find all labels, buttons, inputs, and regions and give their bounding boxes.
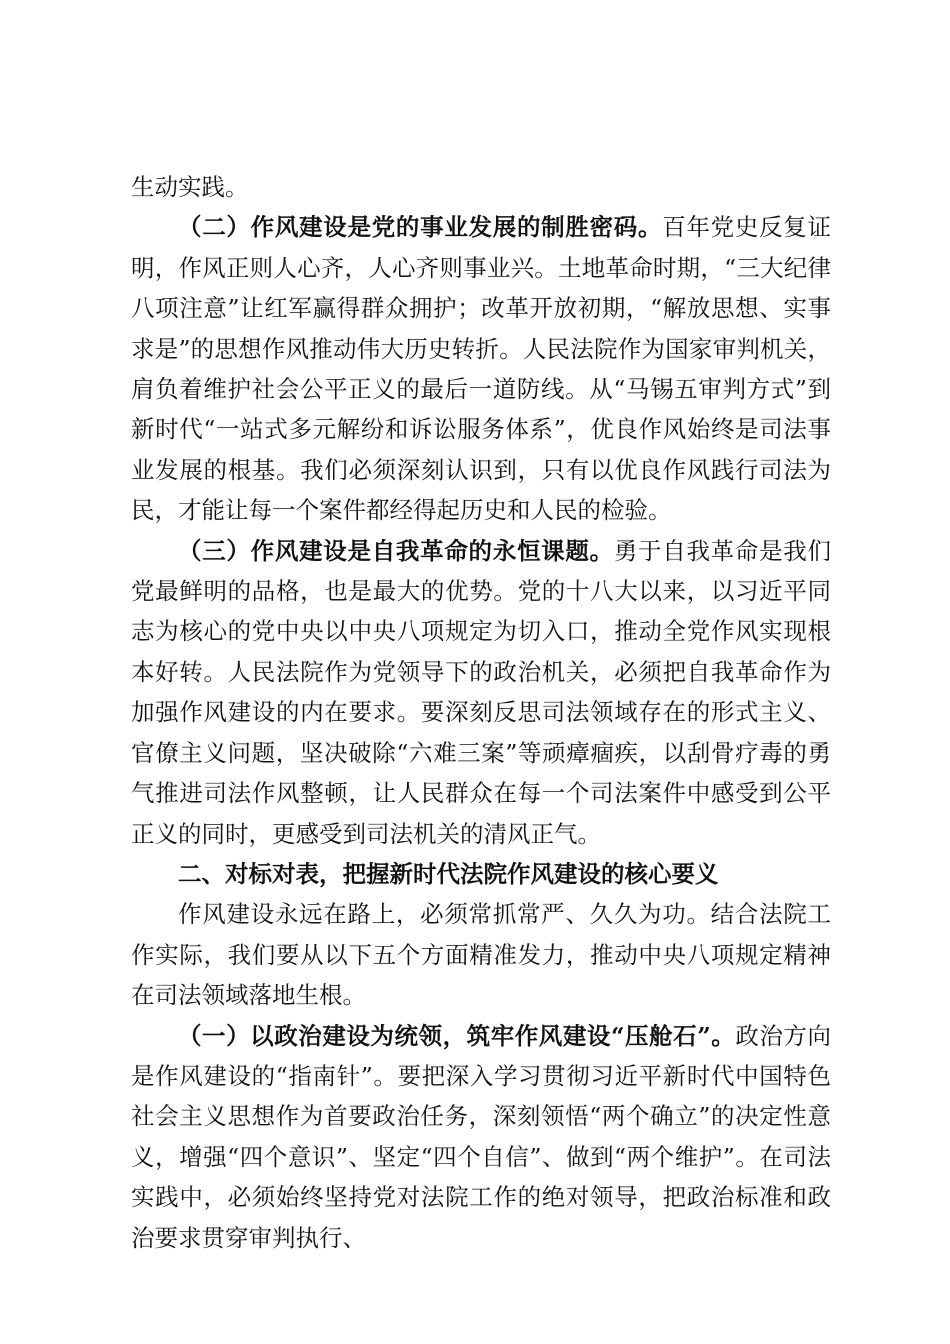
paragraph-continuation xyxy=(131,167,831,207)
paragraph-section-1-3 xyxy=(131,531,831,854)
paragraph-section-2-intro xyxy=(131,894,831,1015)
section-heading-2: 二、对标对表，把握新时代法院作风建设的核心要义 xyxy=(178,859,719,888)
paragraph-lead-heading: （三）作风建设是自我革命的永恒课题。 xyxy=(178,536,614,565)
document-body xyxy=(131,167,831,1258)
paragraph-text: 生动实践。 xyxy=(131,173,249,201)
paragraph-lead-heading: （一）以政治建设为统领，筑牢作风建设“压舱石”。 xyxy=(178,1021,736,1050)
paragraph-text: 百年党史反复证明，作风正则人心齐，人心齐则事业兴。土地革命时期，“三大纪律八项注意”让红军赢得群众拥护；改革开放初期，“解放思想、实事求是”的思想作风推动伟大历史转折。人民法院作为国家审判机关，肩负着维护社会公平正义的最后一道防线。从“马锡五审判方式”到新时代“一站式多元解纷和诉讼服务体系”，优良作风始终是司法事业发展的根基。我们必须深刻认识到，只有以优良作风践行司法为民，才能让每一个案件都经得起历史和人民的检验。 xyxy=(131,213,832,525)
paragraph-lead-heading: （二）作风建设是党的事业发展的制胜密码。 xyxy=(178,213,663,242)
paragraph-section-1-2 xyxy=(131,207,831,530)
paragraph-section-2-1 xyxy=(131,1016,831,1258)
paragraph-text: 政治方向是作风建设的“指南针”。要把深入学习贯彻习近平新时代中国特色社会主义思想作为首要政治任务，深刻领悟“两个确立”的决定性意义，增强“四个意识”、坚定“四个自信”、做到“两个维护”。在司法实践中，必须始终坚持党对法院工作的绝对领导，把政治标准和政治要求贯穿审判执行、 xyxy=(131,1021,831,1252)
paragraph-text: 作风建设永远在路上，必须常抓常严、久久为功。结合法院工作实际，我们要从以下五个方面精准发力，推动中央八项规定精神在司法领域落地生根。 xyxy=(131,900,831,1010)
paragraph-text: 勇于自我革命是我们党最鲜明的品格，也是最大的优势。党的十八大以来，以习近平同志为核心的党中央以中央八项规定为切入口，推动全党作风实现根本好转。人民法院作为党领导下的政治机关，必须把自我革命作为加强作风建设的内在要求。要深刻反思司法领域存在的形式主义、官僚主义问题，坚决破除“六难三案”等顽瘴痼疾，以刮骨疗毒的勇气推进司法作风整顿，让人民群众在每一个司法案件中感受到公平正义的同时，更感受到司法机关的清风正气。 xyxy=(131,536,832,848)
